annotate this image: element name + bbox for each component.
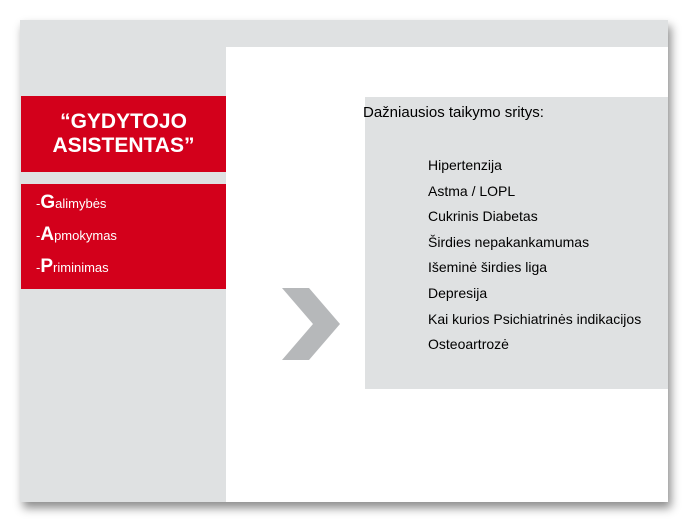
ga-item-galimybes — [36, 192, 106, 214]
ga-rest: alimybės — [55, 196, 107, 211]
ga-dash: - — [36, 196, 41, 211]
ga-initial: P — [40, 256, 54, 277]
areas-list — [428, 153, 641, 358]
list-item: Kai kurios Psichiatrinės indikacijos — [428, 310, 642, 327]
slide — [20, 20, 668, 502]
chevron-right-icon — [282, 288, 342, 360]
ga-initial: A — [40, 224, 55, 245]
areas-heading: Dažniausios taikymo sritys: — [363, 104, 544, 121]
ga-dash: - — [36, 260, 41, 275]
list-item: Hipertenzija — [428, 157, 502, 173]
ga-rest: riminimas — [53, 260, 109, 275]
slide-title: “GYDYTOJO ASISTENTAS” — [52, 110, 195, 157]
ga-item-priminimas — [36, 256, 109, 278]
list-item: Osteoartrozė — [428, 336, 509, 353]
ga-initial: G — [40, 192, 56, 213]
ga-list-box — [21, 184, 226, 289]
list-item: Širdies nepakankamumas — [428, 233, 590, 250]
ga-rest: pmokymas — [54, 228, 117, 243]
list-item: Cukrinis Diabetas — [428, 208, 538, 225]
list-item: Išeminė širdies liga — [428, 259, 548, 276]
list-item: Depresija — [428, 284, 488, 301]
ga-item-apmokymas — [36, 224, 117, 246]
list-item: Astma / LOPL — [428, 182, 516, 199]
title-box — [21, 96, 226, 172]
ga-dash: - — [36, 228, 41, 243]
